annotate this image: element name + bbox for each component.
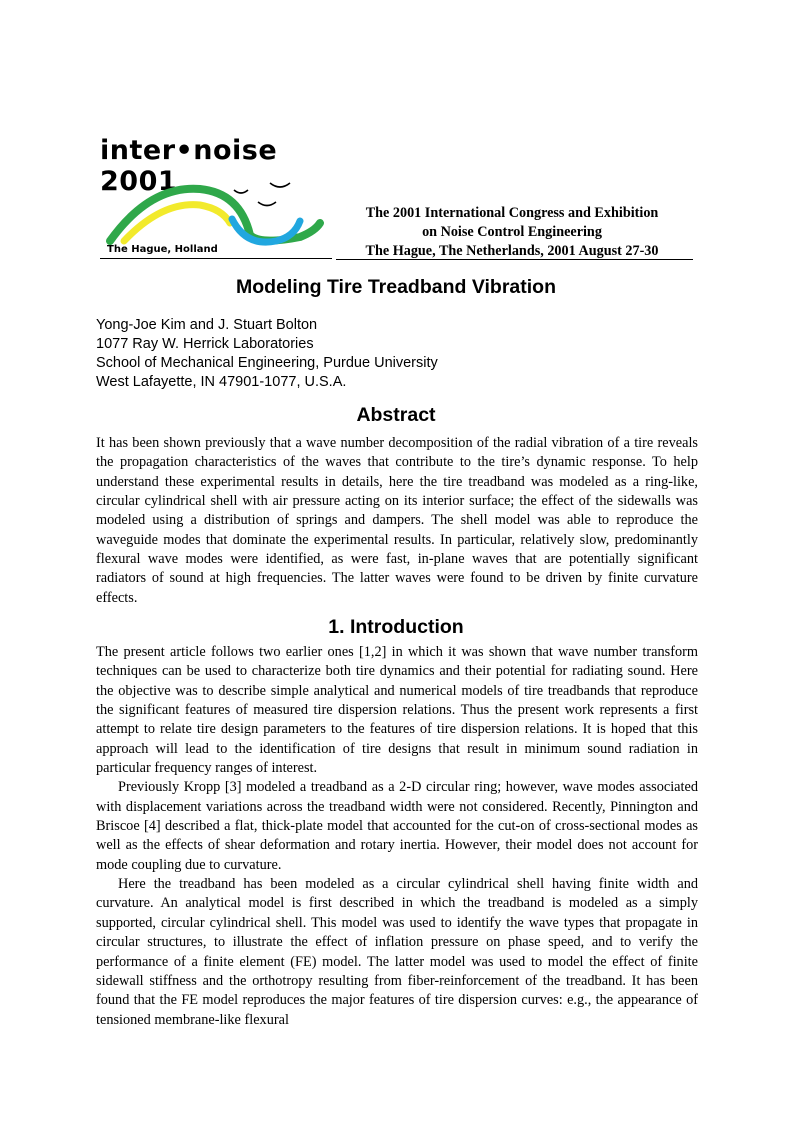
abstract-paragraph: It has been shown previously that a wave number decomposition of the radial vibration of a tire reveals the propagation characteristics of the waves that contribute to the tire’s dynamic response. To help understand these experimental results in details, here the tire treadband was modeled as a ring-like, circular cylindrical shell with air pressure acting on its interior surface; the effect of the sidewalls was modeled using a distribution of springs and dampers. The shell model was able to reproduce the waveguide modes that dominate the experimental results. In particular, relatively slow, predominantly flexural wave modes were identified, as were fast, in-plane waves that are potentially significant radiators of sound at high frequencies. The latter waves were found to be driven by finite curvature effects. [96,435,698,606]
author-lab: 1077 Ray W. Herrick Laboratories [96,336,314,352]
logo-rule [100,258,332,259]
conference-line-1: The 2001 International Congress and Exhibition [365,205,659,221]
author-address: West Lafayette, IN 47901-1077, U.S.A. [96,374,347,390]
conference-line-3: The Hague, The Netherlands, 2001 August 27-30 [365,243,659,259]
author-block [96,316,438,392]
header-rule [336,259,693,260]
intro-paragraph-3: Here the treadband has been modeled as a circular cylindrical shell having finite width and curvature. An analytical model is first described in which the treadband is modeled as a simply supported, circular cylindrical shell. This model was used to identify the wave types that propagate in circular structures, to illustrate the effect of inflation pressure on phase speed, and to verify the performance of a finite element (FE) model. The latter model was used to model the effect of finite sidewall stiffness and the orthotropy resulting from fiber-reinforcement of the treadband. It has been found that the FE model reproduces the major features of tire dispersion curves: e.g., the appearance of tensioned membrane-like flexural [96,876,698,1028]
introduction-heading: 1. Introduction [328,616,464,638]
abstract-heading: Abstract [356,404,436,426]
intro-paragraph-2: Previously Kropp [3] modeled a treadband as a 2-D circular ring; however, wave modes associated with displacement variations across the treadband width were not considered. Recently, Pinnington and Briscoe [4] described a flat, thick-plate model that accounted for the cut-on of cross-sectional modes as well as the effects of shear deformation and rotary inertia. However, their model does not account for mode coupling due to curvature. [96,779,698,873]
conference-logo [100,135,332,265]
logo-smile-2 [258,202,276,206]
logo-title: inter•noise 2001 [100,135,278,197]
conference-header [344,204,680,261]
intro-paragraph-1: The present article follows two earlier ones [1,2] in which it was shown that wave number transform techniques can be used to characterize both tire dynamics and their potential for radiating sound. Here the objective was to describe simple analytical and numerical models of tire treadbands that reproduce the significant features of measured tire dispersion relations. Thus the present work represents a first attempt to relate tire design parameters to the features of tire dispersion relations. It is hoped that this approach will lead to the identification of tire designs that result in minimum sound radiation in particular frequency ranges of interest. [96,644,698,777]
logo-smile-1 [234,190,248,193]
paper-title: Modeling Tire Treadband Vibration [236,276,556,298]
conference-line-2: on Noise Control Engineering [422,224,602,240]
abstract-body [96,434,698,608]
logo-place: The Hague, Holland [107,244,218,255]
author-names: Yong-Joe Kim and J. Stuart Bolton [96,317,318,333]
introduction-body [96,643,698,1030]
logo-smile-3 [270,183,290,187]
author-school: School of Mechanical Engineering, Purdue University [96,355,438,371]
logo-wave-graphic [100,175,332,247]
